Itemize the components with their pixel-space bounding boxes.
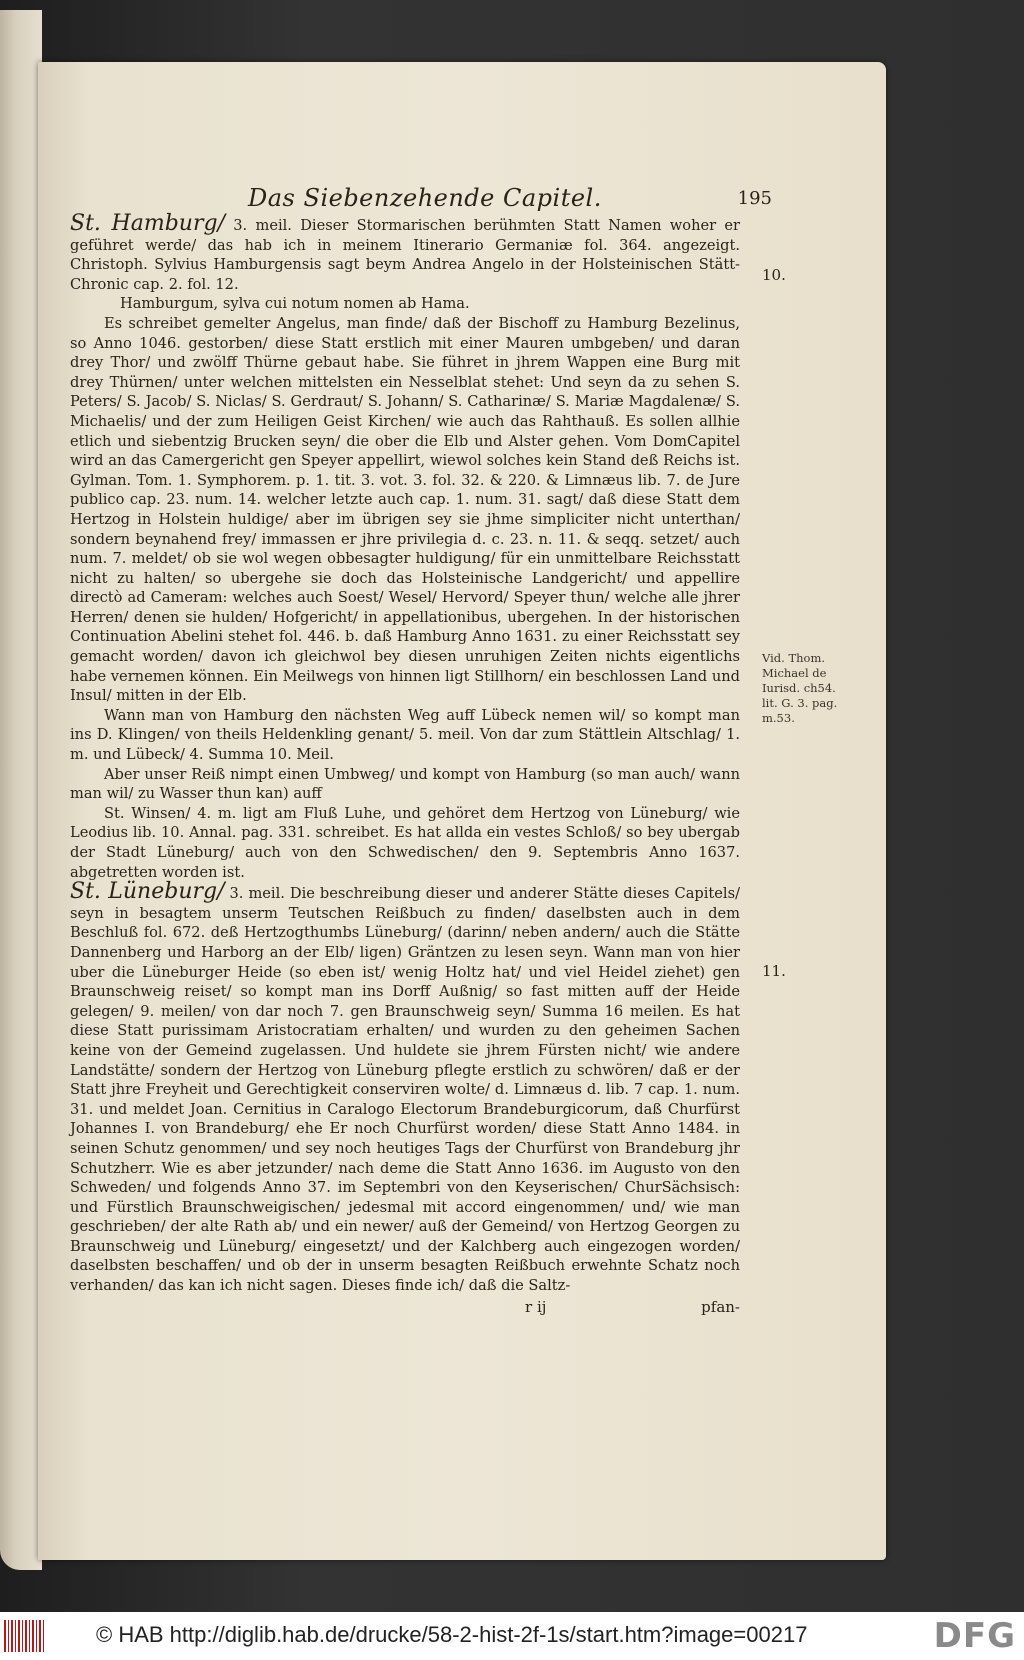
paragraph-text: Wann man von Hamburg den nächsten Weg auff Lübeck nemen wil/ so kompt man ins D. Klingen/ von theils Heldenkling genant/ 5. meil. Von dar zum Stättlein Altschlag/ 1. m. und Lübeck/ 4. Summa 10. Meil. bbox=[70, 706, 740, 764]
paragraph bbox=[70, 211, 740, 294]
main-text bbox=[70, 211, 741, 1296]
hab-barcode-icon bbox=[4, 1620, 46, 1652]
footer-bar bbox=[0, 1612, 1024, 1660]
paragraph-text: 3. meil. Die beschreibung dieser und anderer Stätte dieses Capitels/ seyn in besagtem unserm Teutschen Reißbuch zu finden/ daselbsten auch in dem Beschluß fol. 672. deß Hertzogthumbs Lüneburg/ (darinn/ neben andern/ auch die Stätte Dannenberg und Harborg an der Elb/ ligen) Gräntzen zu lesen seyn. Wann man von hier uber die Lüneburger Heide (so eben ist/ wenig Holtz hat/ und viel Heidel ziehet) gen Braunschweig reiset/ so kompt man ins Dorff Außnig/ so fast mitten auff der Heide gelegen/ 9. meilen/ von dar noch 7. gen Braunschweig seyn/ Summa 16 meilen. Es hat diese Statt purissimam Aristocratiam erhalten/ und wurden zu den geheimen Sachen keine von der Gemeind zugelassen. Und huldete sie jhrem Fürsten nicht/ wie andere Landstätte/ sondern der Hertzog von Lüneburg pflegte erstlich zu schwören/ daß er der Statt jhre Freyheit und Gerechtigkeit conserviren wolte/ d. Limnæus d. lib. 7 cap. 1. num. 31. und meldet Joan. Cernitius in Caralogo Electorum Brandeburgicorum, daß Churfürst Johannes I. von Brandeburg/ ehe Er noch Churfürst worden/ diese Statt Anno 1484. in seinen Schutz genommen/ und sey noch heutiges Tags der Churfürst von Brandeburg jhr Schutzherr. Wie es aber jetzunder/ nach deme die Statt Anno 1636. im Augusto von den Schweden/ und folgends Anno 37. im Septembri von den Keyserischen/ ChurSächsisch: und Fürstlich Braunschweigischen/ jedesmal mit accord eingenommen/ und/ wie man geschrieben/ der alte Rath ab/ und ein newer/ auß der Gemeind/ von Hertzog Georgen zu Braunschweig und Lüneburg/ eingesetzt/ und der Kalchberg auch eingezogen worden/ daselbsten beschaffen/ und ob der in unserm besagten Reißbuch erwehnte Schatz noch verhanden/ das kan ich nicht sagen. Dieses finde ich/ daß die Saltz- bbox=[70, 885, 741, 1295]
paragraph-lead: St. Lüneburg/ bbox=[70, 879, 225, 905]
previous-page-edge bbox=[0, 10, 42, 1570]
dfg-logo: DFG bbox=[933, 1616, 1016, 1656]
paragraph bbox=[70, 804, 740, 882]
margin-note-11: 11. bbox=[762, 962, 786, 980]
paragraph-text: 3. meil. Dieser Stormarischen berühmten Statt Namen woher er geführet werde/ das hab ich in meinem Itinerario Germaniæ fol. 364. angezeigt. Christoph. Sylvius Hamburgensis sagt beym Andrea Angelo in der Holsteinischen Stätt-Chronic cap. 2. fol. 12. bbox=[70, 217, 740, 293]
running-head-title: Das Siebenzehende Capitel. bbox=[248, 184, 602, 212]
paragraph-text: Es schreibet gemelter Angelus, man finde/ daß der Bischoff zu Hamburg Bezelinus, so Anno 1046. gestorben/ diese Statt erstlich mit einer Mauren umbgeben/ und daran drey Thor/ und zwölff Thürne gebaut habe. Sie führet in jhrem Wappen eine Burg mit drey Thürnen/ unter welchen mittelsten ein Nesselblat stehet: Und seyn da zu sehen S. Peters/ S. Jacob/ S. Niclas/ S. Gerdraut/ S. Johann/ S. Catharinæ/ S. Mariæ Magdalenæ/ S. Michaelis/ und der zum Heiligen Geist Kirchen/ wie auch das Rahthauß. Es sollen allhie etlich und siebentzig Brucken seyn/ die ober die Elb und Alster gehen. Vom DomCapitel wird an das Camergericht gen Speyer appellirt, wiewol solches kein Stand deß Reichs ist. Gylman. Tom. 1. Symphorem. p. 1. tit. 3. vot. 3. fol. 32. & 220. & Limnæus lib. 7. de Jure publico cap. 23. num. 14. welcher letzte auch cap. 1. num. 31. sagt/ daß diese Statt dem Hertzog in Holstein huldige/ aber im übrigen sey sie jhme simpliciter nicht unterthan/ sondern beynahend frey/ immassen er jhre privilegia d. c. 23. n. 11. & seqq. setzet/ auch num. 7. meldet/ ob sie wol wegen obbesagter huldigung/ für ein unmittelbare Reichsstatt nicht zu halten/ so ubergehe sie doch das Holsteinische Landgericht/ und appellire directò ad Cameram: welches auch Soest/ Wesel/ Hervord/ Speyer thun/ welche alle jhrer Herren/ denen sie hulden/ Hofgericht/ in appellationibus, ubergehen. In der historischen Continuation Abelini stehet fol. 446. b. daß Hamburg Anno 1631. zu einer Reichsstatt sey gemacht worden/ davon ich gleichwol bey diesen unruhigen Zeiten nichts eigentlichs habe vernemen können. Ein Meilwegs von hinnen ligt Stillhorn/ ein beschlossen Land und Insul/ mitten in der Elb. bbox=[70, 314, 740, 705]
margin-note-10: 10. bbox=[762, 266, 786, 284]
running-head bbox=[70, 184, 810, 214]
paragraph-text: Aber unser Reiß nimpt einen Umbweg/ und kompt von Hamburg (so man auch/ wann man wil/ zu Wasser thun kan) auff bbox=[70, 765, 740, 803]
catchline bbox=[70, 1298, 740, 1320]
source-link[interactable]: © HAB http://diglib.hab.de/drucke/58-2-hist-2f-1s/start.htm?image=00217 bbox=[96, 1622, 808, 1647]
catchword: pfan- bbox=[701, 1297, 740, 1316]
page-number: 195 bbox=[737, 188, 772, 209]
paragraph bbox=[70, 765, 740, 804]
paragraph-lead: St. Hamburg/ bbox=[70, 211, 225, 236]
verse-line bbox=[70, 294, 740, 314]
book-page bbox=[38, 62, 886, 1560]
margin-note-citation: Vid. Thom. Michael de Iurisd. ch54. lit. G. 3. pag. m.53. bbox=[762, 651, 838, 725]
paragraph bbox=[70, 879, 741, 1295]
paragraph bbox=[70, 706, 740, 765]
paragraph bbox=[70, 314, 740, 706]
paragraph-text: Hamburgum, sylva cui notum nomen ab Hama. bbox=[120, 295, 470, 313]
signature-mark: r ij bbox=[525, 1297, 547, 1316]
page-content bbox=[70, 184, 838, 1320]
paragraph-text: St. Winsen/ 4. m. ligt am Fluß Luhe, und gehöret dem Hertzog von Lüneburg/ wie Leodius lib. 10. Annal. pag. 331. schreibet. Es hat allda ein vestes Schloß/ so bey ubergab der Stadt Lüneburg/ auch von den Schwedischen/ den 9. Septembris Anno 1637. abgetretten worden ist. bbox=[70, 804, 740, 881]
